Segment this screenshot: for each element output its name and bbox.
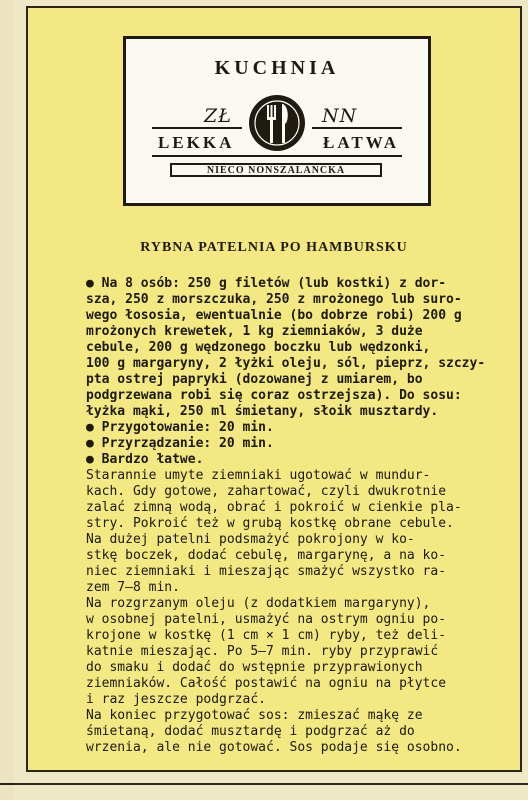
method-line: zalać zimną wodą, obrać i pokroić w cienkie pla-	[86, 500, 462, 515]
ingredients-line: wego łososia, ewentualnie (bo dobrze robi) 200 g	[86, 308, 462, 323]
method-line: stry. Pokroić też w grubą kostkę obrane cebule.	[86, 516, 454, 531]
method-line: i raz jeszcze podgrzać.	[86, 692, 267, 707]
recipe-bullet: ● Bardzo łatwe.	[86, 452, 204, 467]
ingredients-line: mrożonych krewetek, 1 kg ziemniaków, 3 duże	[86, 324, 423, 339]
method-line: zem 7—8 min.	[86, 580, 180, 595]
ingredients-line: łyżka mąki, 250 ml śmietany, słoik musztardy.	[86, 404, 439, 419]
plate-fork-knife-icon	[247, 93, 307, 153]
method-line: Starannie umyte ziemniaki ugotować w mundur-	[86, 468, 431, 483]
method-line: katnie mieszając. Po 5—7 min. ryby przyprawić	[86, 644, 439, 659]
recipe-title: RYBNA PATELNIA PO HAMBURSKU	[140, 240, 408, 255]
method-line: Na dużej patelni podsmażyć pokrojony w ko-	[86, 532, 415, 547]
page-bottom-rule	[0, 783, 528, 785]
header-zl: ZŁ	[204, 105, 232, 127]
method-line: w osobnej patelni, usmażyć na ostrym ogniu po-	[86, 612, 447, 627]
method-line: krojone w kostkę (1 cm × 1 cm) ryby, też deli-	[86, 628, 447, 643]
method-line: kach. Gdy gotowe, zahartować, czyli dwukrotnie	[86, 484, 447, 499]
header-rule-left	[152, 127, 242, 129]
method-line: Na koniec przygotować sos: zmieszać mąkę ze	[86, 708, 423, 723]
method-line: wrzenia, ale nie gotować. Sos podaje się osobno.	[86, 740, 462, 755]
method-line: Na rozgrzanym oleju (z dodatkiem margaryny),	[86, 596, 431, 611]
header-latwa: ŁATWA	[323, 133, 400, 152]
header-rule-bottom	[152, 155, 402, 157]
ingredients-line: cebule, 200 g wędzonego boczku lub wędzonki,	[86, 340, 431, 355]
ingredients-line: 100 g margaryny, 2 łyżki oleju, sól, pieprz, szczy-	[86, 356, 486, 371]
page-margin	[0, 0, 14, 800]
header-nieco-nonszalancka: NIECO NONSZALANCKA	[170, 163, 382, 177]
header-rule-right	[312, 127, 402, 129]
header-nn: NN	[322, 105, 358, 127]
ingredients-line: ● Na 8 osób: 250 g filetów (lub kostki) z dor-	[86, 276, 447, 291]
recipe-bullet: ● Przyrządzanie: 20 min.	[86, 436, 274, 451]
method-line: do smaku i dodać do wstępnie przyprawionych	[86, 660, 423, 675]
ingredients-line: sza, 250 z morszczuka, 250 z mrożonego lub suro-	[86, 292, 462, 307]
header-lekka: LEKKA	[158, 133, 235, 152]
recipe-bullet: ● Przygotowanie: 20 min.	[86, 420, 274, 435]
column-header-logo	[123, 36, 431, 206]
method-line: niec ziemniaki i mieszając smażyć wszystko ra-	[86, 564, 447, 579]
method-line: ziemniaków. Całość postawić na ogniu na płytce	[86, 676, 447, 691]
header-kuchnia: KUCHNIA	[214, 57, 340, 79]
ingredients-line: podgrzewana robi się coraz ostrzejsza). Do sosu:	[86, 388, 462, 403]
recipe-article	[26, 6, 522, 772]
ingredients-line: pta ostrej papryki (dozowanej z umiarem, bo	[86, 372, 423, 387]
recipe-body	[86, 276, 528, 756]
method-line: stkę boczek, dodać cebulę, margarynę, a na ko-	[86, 548, 447, 563]
method-line: śmietaną, dodać musztardę i podgrzać aż do	[86, 724, 415, 739]
